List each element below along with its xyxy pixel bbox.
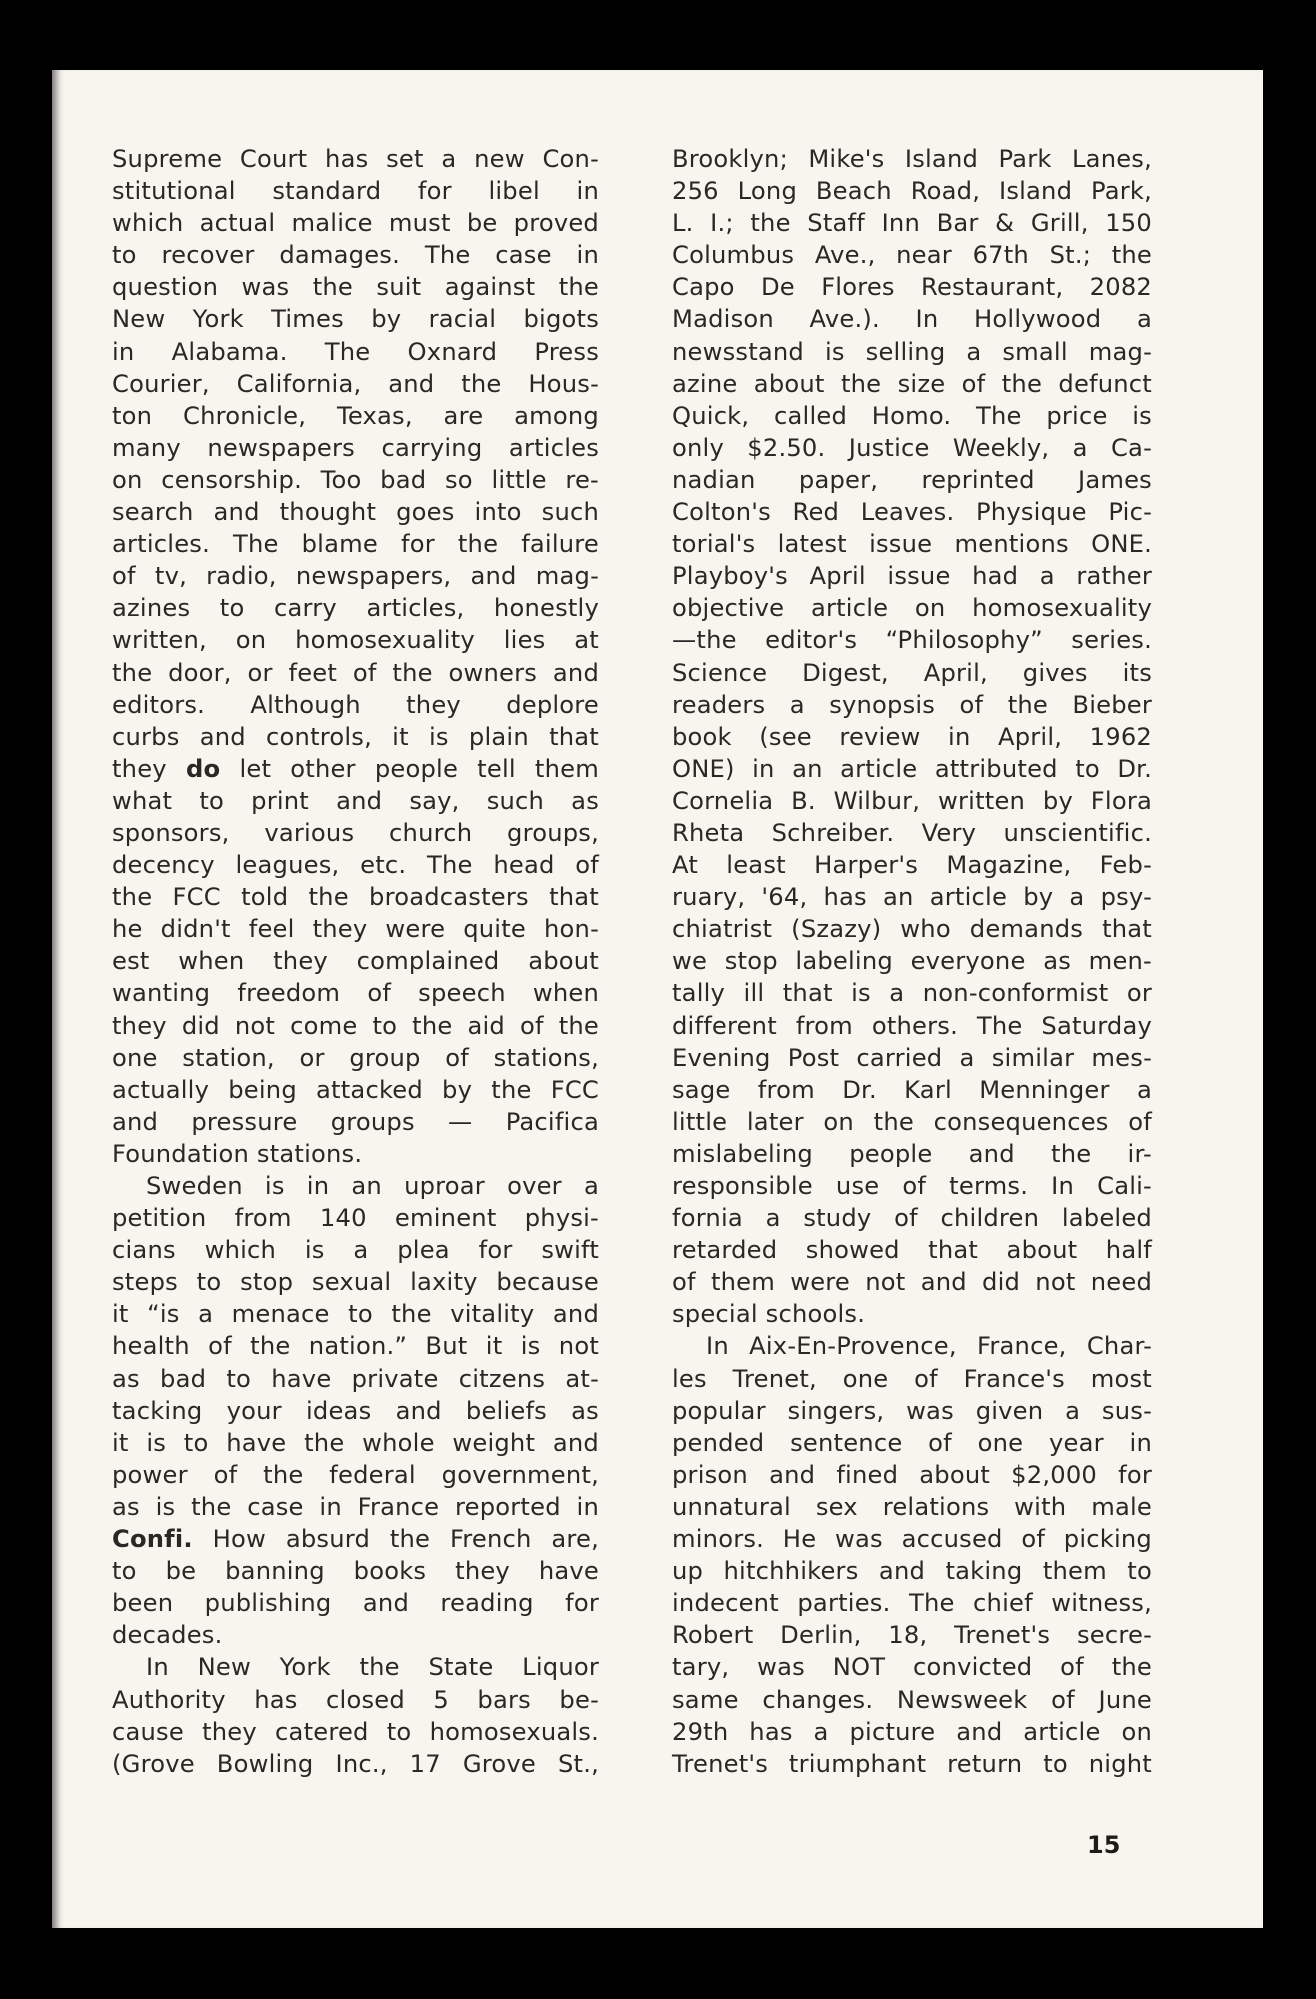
text-line: popular singers, was given a sus-	[672, 1396, 1152, 1425]
text-line: responsible use of terms. In Cali-	[672, 1172, 1152, 1200]
text-line: L. I.; the Staff Inn Bar & Grill, 150	[672, 209, 1152, 238]
text-line: and pressure groups — Pacifica	[112, 1107, 599, 1136]
text-line: torial's latest issue mentions ONE.	[672, 530, 1152, 559]
text-line: Authority has closed 5 bars be-	[112, 1685, 599, 1714]
text-line: 29th has a picture and article on	[672, 1717, 1152, 1746]
text-line: editors. Although they deplore	[112, 690, 599, 719]
text-line: Robert Derlin, 18, Trenet's secre-	[672, 1621, 1152, 1650]
text-line: chiatrist (Szazy) who demands that	[672, 915, 1152, 944]
text-line: sage from Dr. Karl Menninger a	[672, 1075, 1152, 1104]
text-line: little later on the consequences of	[672, 1107, 1152, 1136]
text-line: many newspapers carrying articles	[112, 433, 599, 462]
text-line: one station, or group of stations,	[112, 1043, 599, 1072]
bold-emphasis: Confi.	[112, 1525, 193, 1554]
text-line: actually being attacked by the FCC	[112, 1075, 599, 1104]
text-line: indecent parties. The chief witness,	[672, 1589, 1152, 1618]
text-line: wanting freedom of speech when	[112, 979, 599, 1008]
text-line: unnatural sex relations with male	[672, 1492, 1152, 1521]
text-line: it “is a menace to the vitality and	[112, 1300, 599, 1329]
text-line: est when they complained about	[112, 947, 599, 976]
text-line: health of the nation.” But it is not	[112, 1332, 599, 1361]
text-line: retarded showed that about half	[672, 1236, 1152, 1265]
text-line: fornia a study of children labeled	[672, 1204, 1152, 1233]
text-line: decades.	[112, 1621, 223, 1650]
text-line: Colton's Red Leaves. Physique Pic-	[672, 498, 1152, 527]
text-line: been publishing and reading for	[112, 1589, 599, 1618]
text-line: Columbus Ave., near 67th St.; the	[672, 241, 1152, 270]
text-line: to recover damages. The case in	[112, 241, 599, 270]
text-segment: they	[112, 754, 186, 783]
text-line: question was the suit against the	[112, 273, 599, 302]
text-line: cause they catered to homosexuals.	[112, 1717, 599, 1746]
text-line: as bad to have private citzens at-	[112, 1364, 599, 1393]
text-line: up hitchhikers and taking them to	[672, 1557, 1152, 1586]
page-number: 15	[1087, 1831, 1121, 1859]
text-line: ton Chronicle, Texas, are among	[112, 401, 599, 430]
text-line: les Trenet, one of France's most	[672, 1364, 1152, 1393]
text-line: Madison Ave.). In Hollywood a	[672, 305, 1152, 334]
text-line: only $2.50. Justice Weekly, a Ca-	[672, 433, 1152, 462]
text-line: of tv, radio, newspapers, and mag-	[112, 562, 599, 591]
text-line: Supreme Court has set a new Con-	[112, 145, 599, 173]
magazine-page	[52, 70, 1263, 1928]
text-line: of them were not and did not need	[672, 1268, 1152, 1297]
text-line: nadian paper, reprinted James	[672, 465, 1152, 494]
text-line: prison and fined about $2,000 for	[672, 1460, 1152, 1489]
text-line-with-emphasis	[112, 753, 599, 785]
text-line: minors. He was accused of picking	[672, 1525, 1152, 1554]
text-line: Quick, called Homo. The price is	[672, 401, 1152, 430]
text-line: petition from 140 eminent physi-	[112, 1204, 599, 1233]
text-line: (Grove Bowling Inc., 17 Grove St.,	[112, 1749, 599, 1778]
text-line: curbs and controls, it is plain that	[112, 722, 599, 751]
text-line: In New York the State Liquor	[146, 1653, 599, 1682]
text-segment: How absurd the French are,	[192, 1525, 599, 1554]
text-line: cians which is a plea for swift	[112, 1236, 599, 1265]
text-line: search and thought goes into such	[112, 498, 599, 527]
text-line: he didn't feel they were quite hon-	[112, 915, 599, 944]
text-line: tary, was NOT convicted of the	[672, 1653, 1152, 1682]
text-line: stitutional standard for libel in	[112, 177, 599, 206]
text-line: book (see review in April, 1962	[672, 722, 1152, 751]
text-line: New York Times by racial bigots	[112, 305, 599, 334]
text-line: written, on homosexuality lies at	[112, 626, 599, 655]
text-line-with-emphasis	[112, 1523, 599, 1555]
text-line: Foundation stations.	[112, 1139, 363, 1168]
text-line: 256 Long Beach Road, Island Park,	[672, 177, 1152, 206]
text-line: in Alabama. The Oxnard Press	[112, 337, 599, 366]
text-line: Playboy's April issue had a rather	[672, 562, 1152, 591]
text-line: it is to have the whole weight and	[112, 1428, 599, 1457]
text-line: articles. The blame for the failure	[112, 530, 599, 559]
text-line: on censorship. Too bad so little re-	[112, 465, 599, 494]
text-line: mislabeling people and the ir-	[672, 1139, 1152, 1168]
text-line: the FCC told the broadcasters that	[112, 883, 599, 912]
text-line: sponsors, various church groups,	[112, 818, 599, 847]
text-line: Brooklyn; Mike's Island Park Lanes,	[672, 145, 1152, 173]
text-line: azines to carry articles, honestly	[112, 594, 599, 623]
bold-emphasis: do	[185, 754, 221, 783]
text-line: Trenet's triumphant return to night	[672, 1749, 1152, 1778]
text-line: special schools.	[672, 1300, 866, 1329]
text-line: decency leagues, etc. The head of	[112, 851, 599, 880]
text-line: At least Harper's Magazine, Feb-	[672, 851, 1152, 880]
text-line: azine about the size of the defunct	[672, 369, 1152, 398]
text-line: —the editor's “Philosophy” series.	[672, 626, 1152, 655]
text-line: Evening Post carried a similar mes-	[672, 1043, 1152, 1072]
text-line: which actual malice must be proved	[112, 209, 599, 238]
text-line: ONE) in an article attributed to Dr.	[672, 754, 1152, 783]
text-line: objective article on homosexuality	[672, 594, 1152, 623]
text-line: Sweden is in an uproar over a	[146, 1172, 599, 1200]
text-line: pended sentence of one year in	[672, 1428, 1152, 1457]
right-text-column	[672, 143, 1152, 1780]
text-line: ruary, '64, has an article by a psy-	[672, 883, 1152, 912]
left-text-column	[112, 143, 599, 1780]
text-segment: let other people tell them	[220, 754, 599, 783]
text-line: In Aix-En-Provence, France, Char-	[706, 1332, 1152, 1361]
text-line: we stop labeling everyone as men-	[672, 947, 1152, 976]
text-line: tacking your ideas and beliefs as	[112, 1396, 599, 1425]
text-line: readers a synopsis of the Bieber	[672, 690, 1152, 719]
text-line: different from others. The Saturday	[672, 1011, 1152, 1040]
text-line: power of the federal government,	[112, 1460, 599, 1489]
text-line: Science Digest, April, gives its	[672, 658, 1152, 687]
text-line: what to print and say, such as	[112, 786, 599, 815]
text-line: as is the case in France reported in	[112, 1492, 599, 1521]
text-line: Courier, California, and the Hous-	[112, 369, 599, 398]
text-line: steps to stop sexual laxity because	[112, 1268, 599, 1297]
text-line: the door, or feet of the owners and	[112, 658, 599, 687]
text-line: Rheta Schreiber. Very unscientific.	[672, 818, 1152, 847]
text-line: Capo De Flores Restaurant, 2082	[672, 273, 1152, 302]
text-line: tally ill that is a non-conformist or	[672, 979, 1152, 1008]
text-line: newsstand is selling a small mag-	[672, 337, 1152, 366]
text-line: to be banning books they have	[112, 1557, 599, 1586]
text-line: same changes. Newsweek of June	[672, 1685, 1152, 1714]
text-line: they did not come to the aid of the	[112, 1011, 599, 1040]
text-line: Cornelia B. Wilbur, written by Flora	[672, 786, 1152, 815]
